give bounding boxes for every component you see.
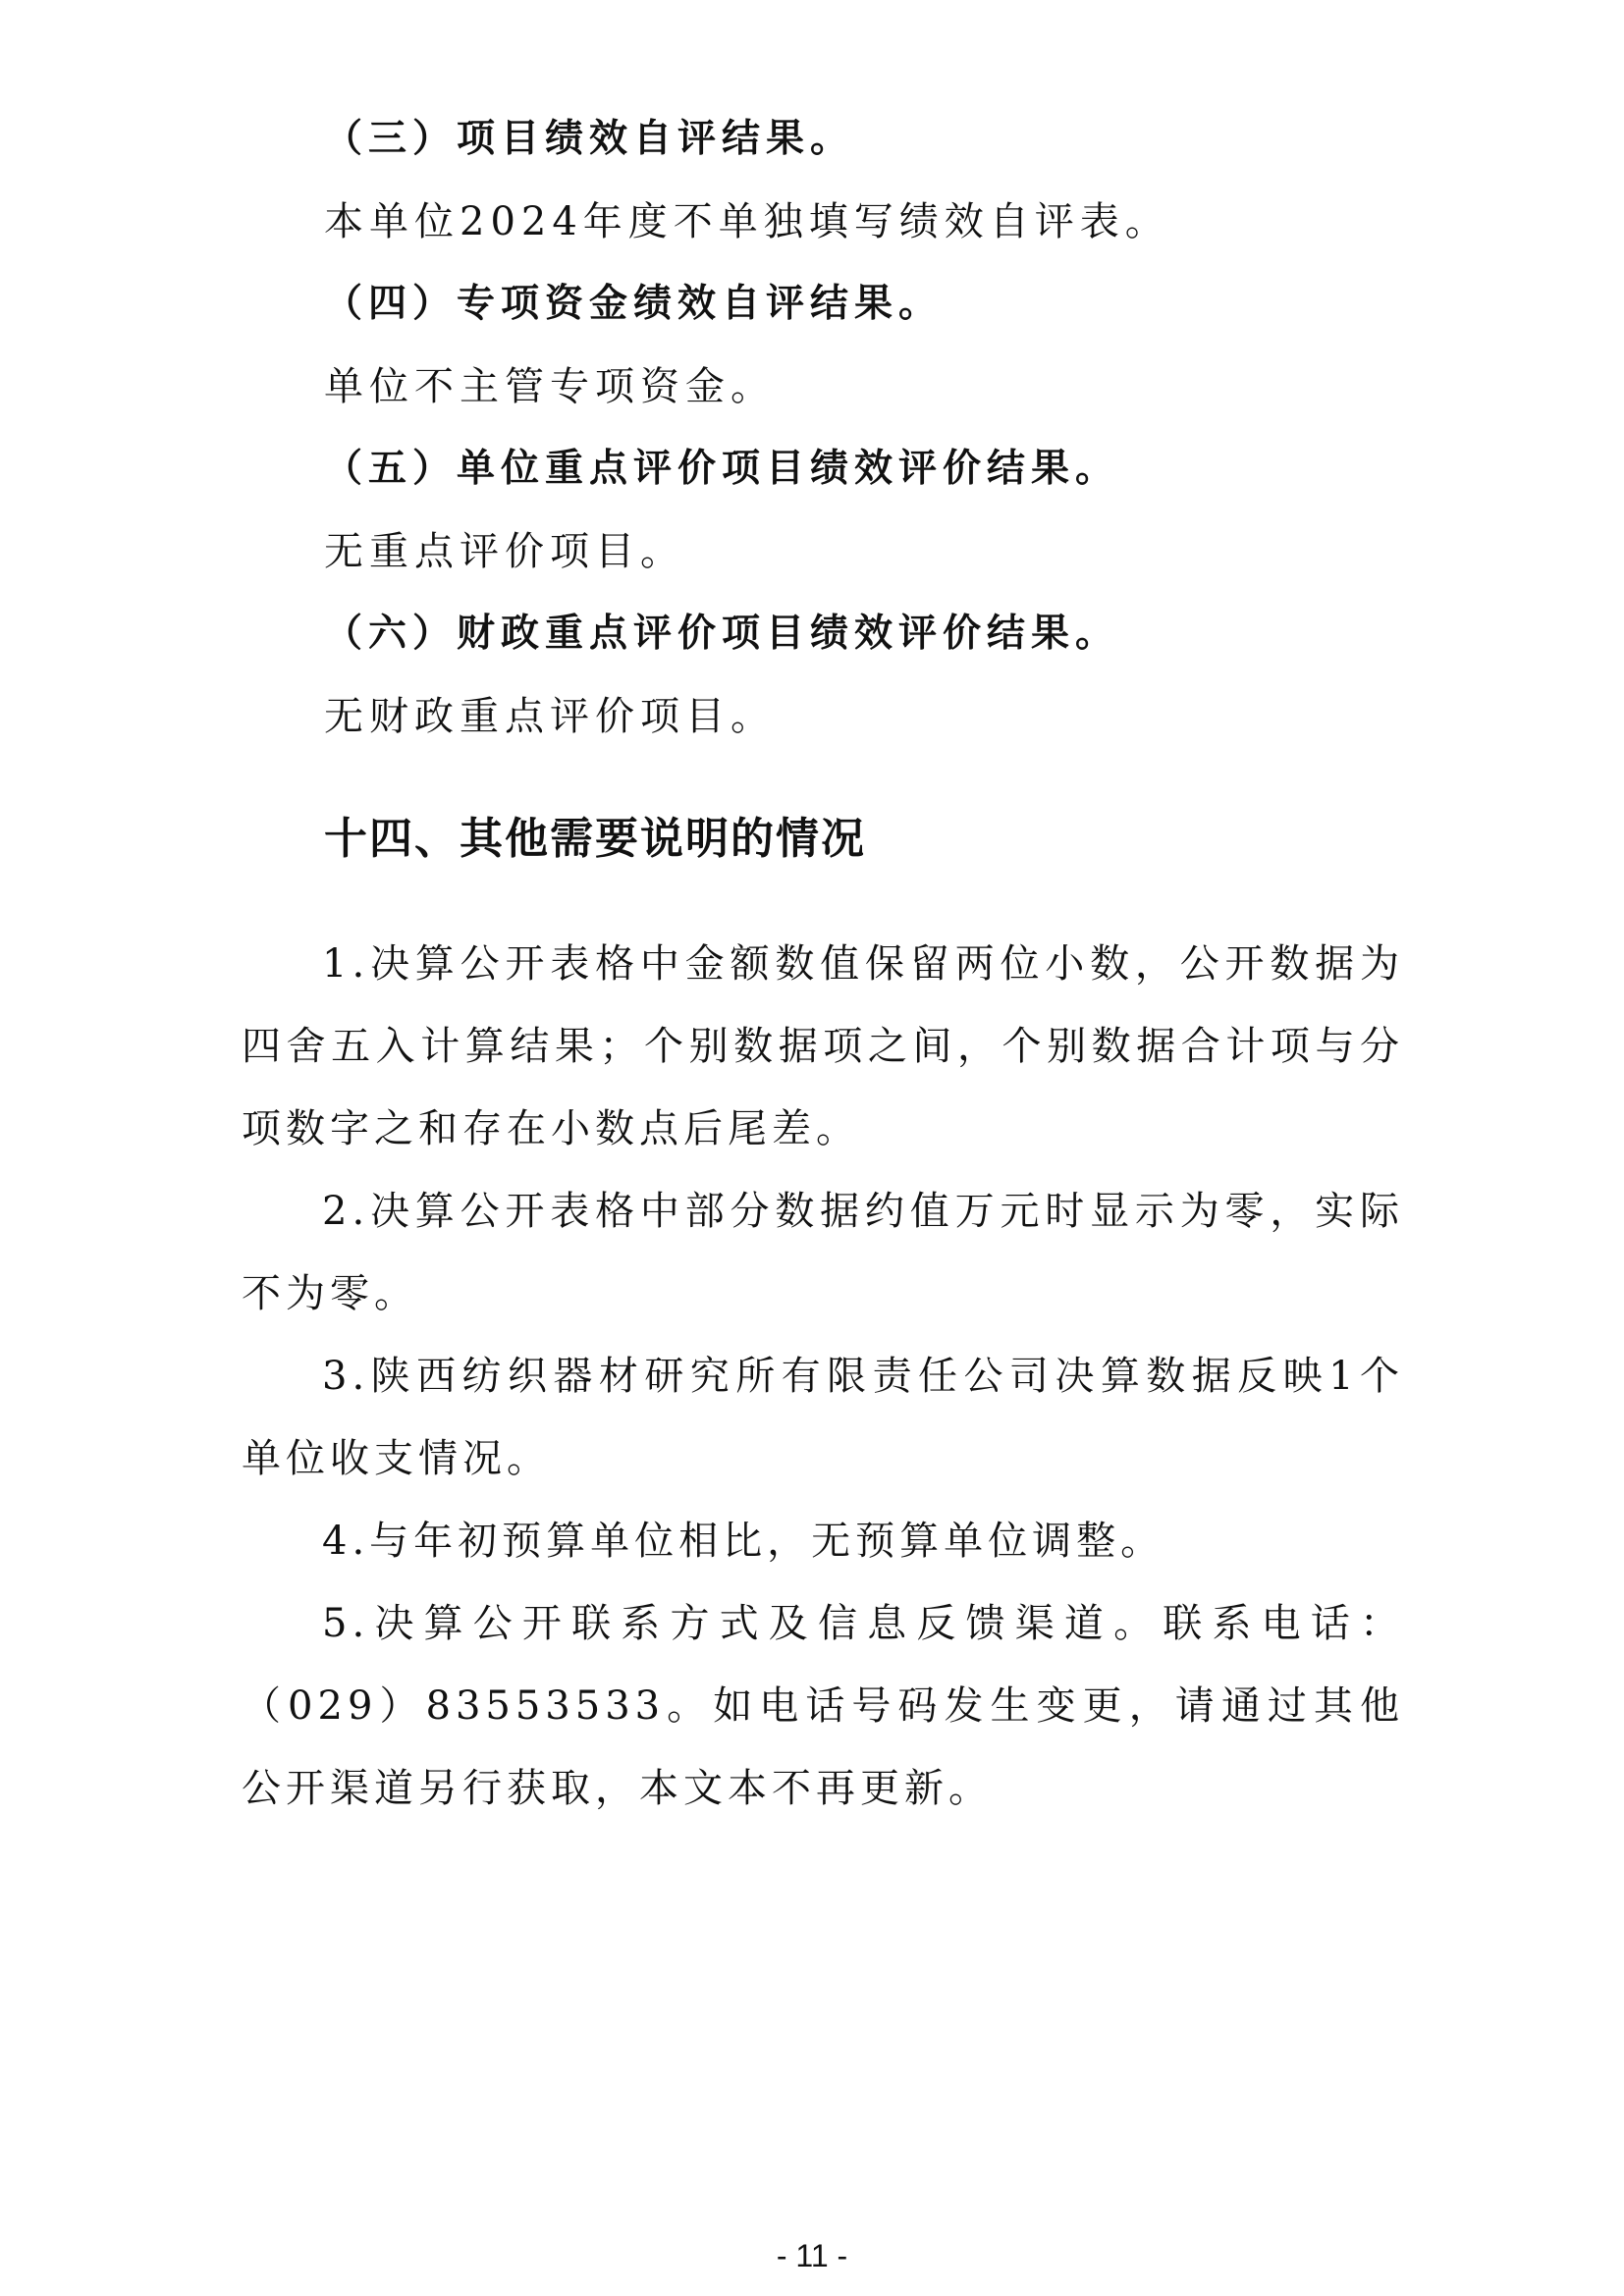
note-paragraph-4: 4.与年初预算单位相比，无预算单位调整。 (322, 1519, 1165, 1564)
subsection-text-5: 无重点评价项目。 (324, 529, 685, 574)
note-paragraph-5: 5.决算公开联系方式及信息反馈渠道。联系电话：（029）83553533。如电话号码发生变更，请通过其他公开渠道另行获取，本文本不再更新。 (242, 1601, 1404, 1811)
subsection-text-3: 本单位2024年度不单独填写绩效自评表。 (324, 199, 1170, 244)
section-heading: 十四、其他需要说明的情况 (324, 814, 866, 864)
note-paragraph-3: 3.陕西纺织器材研究所有限责任公司决算数据反映1个单位收支情况。 (242, 1354, 1404, 1481)
subsection-heading-5: （五）单位重点评价项目绩效评价结果。 (324, 447, 1120, 491)
subsection-heading-3: （三）项目绩效自评结果。 (324, 117, 855, 161)
subsection-text-6: 无财政重点评价项目。 (324, 694, 776, 739)
note-paragraph-1: 1.决算公开表格中金额数值保留两位小数，公开数据为四舍五入计算结果；个别数据项之间，个别数据合计项与分项数字之和存在小数点后尾差。 (242, 941, 1404, 1151)
note-paragraph-2: 2.决算公开表格中部分数据约值万元时显示为零，实际不为零。 (242, 1189, 1404, 1316)
subsection-heading-4: （四）专项资金绩效自评结果。 (324, 282, 944, 326)
subsection-heading-6: （六）财政重点评价项目绩效评价结果。 (324, 612, 1120, 656)
page-number: - 11 - (776, 2238, 848, 2273)
subsection-text-4: 单位不主管专项资金。 (324, 364, 776, 409)
